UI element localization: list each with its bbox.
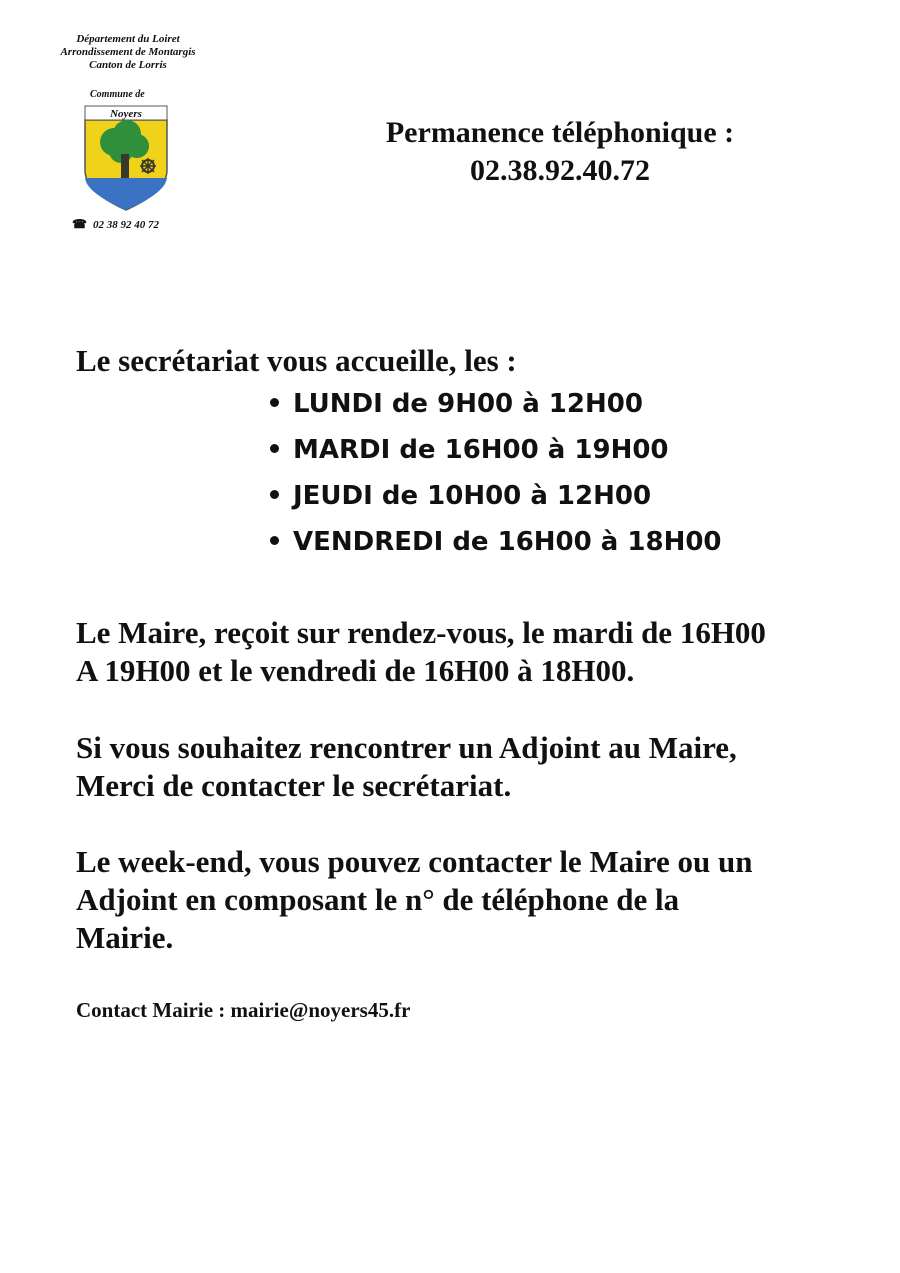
hours-item-text: MARDI de 16H00 à 19H00 [293, 435, 669, 465]
adjoint-line-1: Si vous souhaitez rencontrer un Adjoint au Maire, [76, 730, 737, 765]
phone-heading-title: Permanence téléphonique : [385, 116, 735, 149]
letterhead-phone [72, 217, 159, 232]
telephone-icon: ☎ [72, 217, 87, 231]
hours-item-mardi [270, 427, 722, 473]
hours-item-vendredi [270, 519, 722, 565]
contact-mairie: Contact Mairie : mairie@noyers45.fr [76, 998, 411, 1022]
bullet-icon [270, 490, 279, 499]
hours-item-lundi [270, 381, 722, 427]
opening-hours-list [270, 381, 722, 565]
maire-line-2: A 19H00 et le vendredi de 16H00 à 18H00. [76, 653, 635, 688]
bullet-icon [270, 398, 279, 407]
arrondissement-line: Arrondissement de Montargis [60, 46, 196, 58]
letterhead [40, 33, 216, 72]
hours-item-text: JEUDI de 10H00 à 12H00 [293, 481, 652, 511]
svg-text:Noyers: Noyers [110, 108, 142, 120]
adjoint-line-2: Merci de contacter le secrétariat. [76, 768, 512, 803]
weekend-paragraph [76, 843, 836, 957]
weekend-line-2: Adjoint en composant le n° de téléphone de la [76, 882, 680, 917]
phone-heading [340, 114, 780, 190]
weekend-line-1: Le week-end, vous pouvez contacter le Maire ou un [76, 844, 753, 879]
adjoint-paragraph [76, 729, 836, 805]
hours-item-jeudi [270, 473, 722, 519]
maire-line-1: Le Maire, reçoit sur rendez-vous, le mardi de 16H00 [76, 615, 766, 650]
commune-label: Commune de [90, 89, 145, 100]
hours-item-text: LUNDI de 9H00 à 12H00 [293, 389, 643, 419]
secretariat-intro: Le secrétariat vous accueille, les : [76, 343, 517, 378]
bullet-icon [270, 536, 279, 545]
canton-line: Canton de Lorris [89, 59, 167, 71]
maire-paragraph [76, 614, 836, 690]
bullet-icon [270, 444, 279, 453]
letterhead-phone-number: 02 38 92 40 72 [92, 219, 159, 231]
department-line: Département du Loiret [76, 33, 180, 45]
phone-heading-number: 02.38.92.40.72 [470, 154, 650, 187]
hours-item-text: VENDREDI de 16H00 à 18H00 [293, 527, 722, 557]
weekend-line-3: Mairie. [76, 920, 174, 955]
commune-crest-logo [81, 104, 171, 212]
